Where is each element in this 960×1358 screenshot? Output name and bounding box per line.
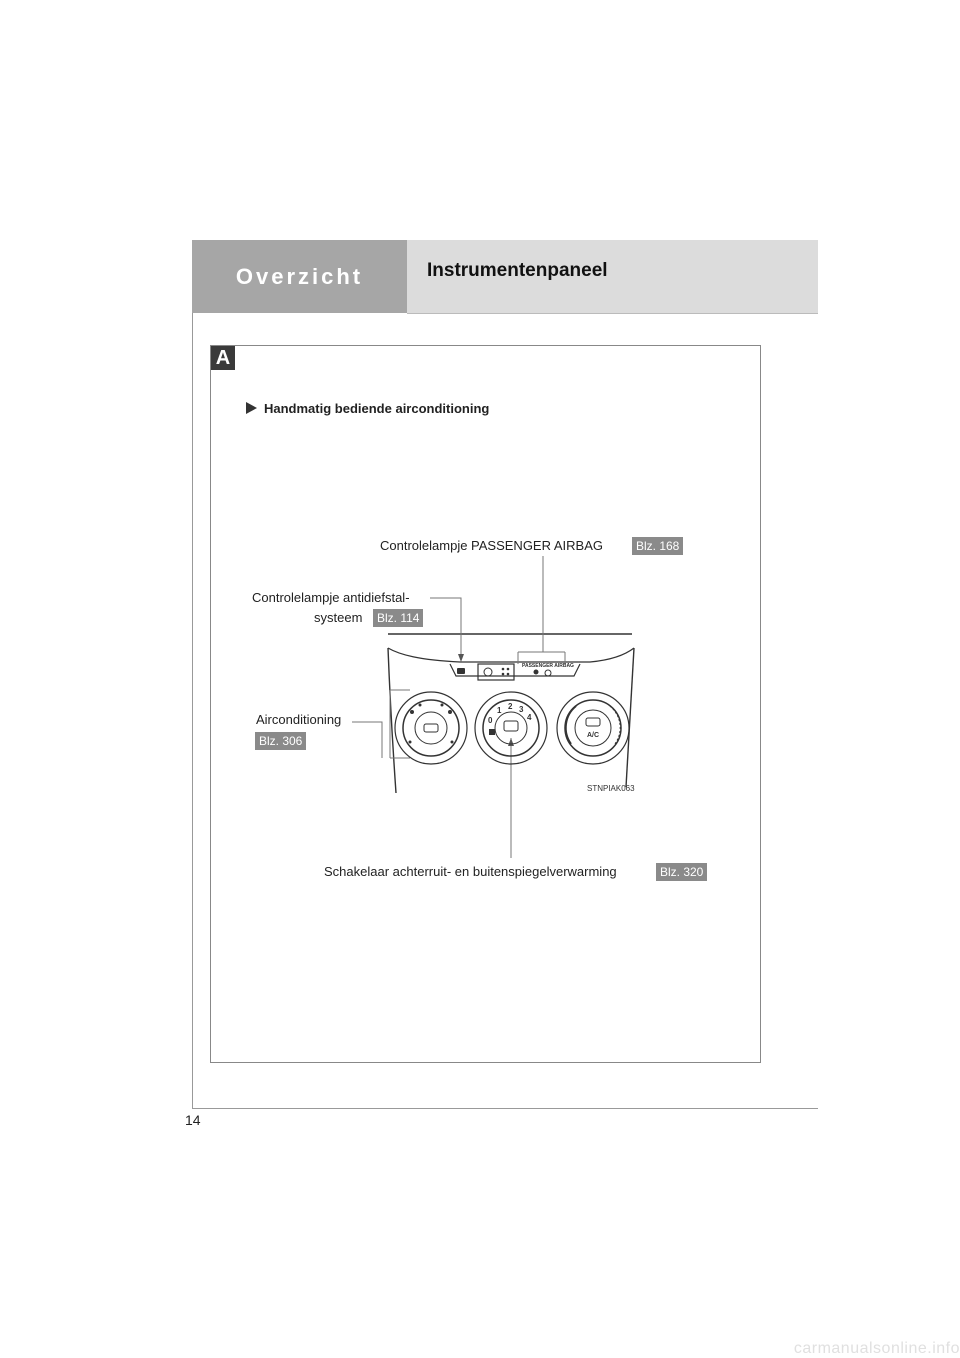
- panel-airbag-text: PASSENGER AIRBAG: [522, 663, 574, 669]
- defogger-page-ref[interactable]: Blz. 320: [656, 863, 707, 881]
- ac-button-label: A/C: [587, 732, 600, 739]
- watermark: carmanualsonline.info: [793, 1340, 960, 1357]
- subheading-text: Handmatig bediende airconditioning: [264, 401, 490, 416]
- fan-speed-3: 3: [519, 705, 524, 714]
- antitheft-page-ref[interactable]: Blz. 114: [373, 609, 423, 627]
- page-title: Instrumentenpaneel: [427, 260, 608, 281]
- fan-speed-1: 1: [497, 706, 502, 715]
- defogger-label: Schakelaar achterruit- en buitenspiegelverwarming: [324, 864, 617, 879]
- fan-speed-4: 4: [527, 713, 532, 722]
- fan-speed-2: 2: [508, 702, 513, 711]
- airbag-label: Controlelampje PASSENGER AIRBAG: [380, 538, 604, 553]
- fan-speed-0: 0: [488, 716, 493, 725]
- figure-letter: A: [211, 346, 235, 370]
- page-number: 14: [185, 1112, 201, 1128]
- antitheft-label-line2: systeem: [314, 610, 363, 625]
- antitheft-label-line1: Controlelampje antidiefstal-: [252, 590, 410, 605]
- aircon-label: Airconditioning: [256, 712, 342, 727]
- section-title: Overzicht: [235, 263, 364, 289]
- airbag-page-ref[interactable]: Blz. 168: [632, 537, 683, 555]
- fan-icon: [489, 729, 495, 735]
- figure-code: STNPIAK063: [587, 784, 635, 793]
- aircon-page-ref[interactable]: Blz. 306: [255, 732, 306, 750]
